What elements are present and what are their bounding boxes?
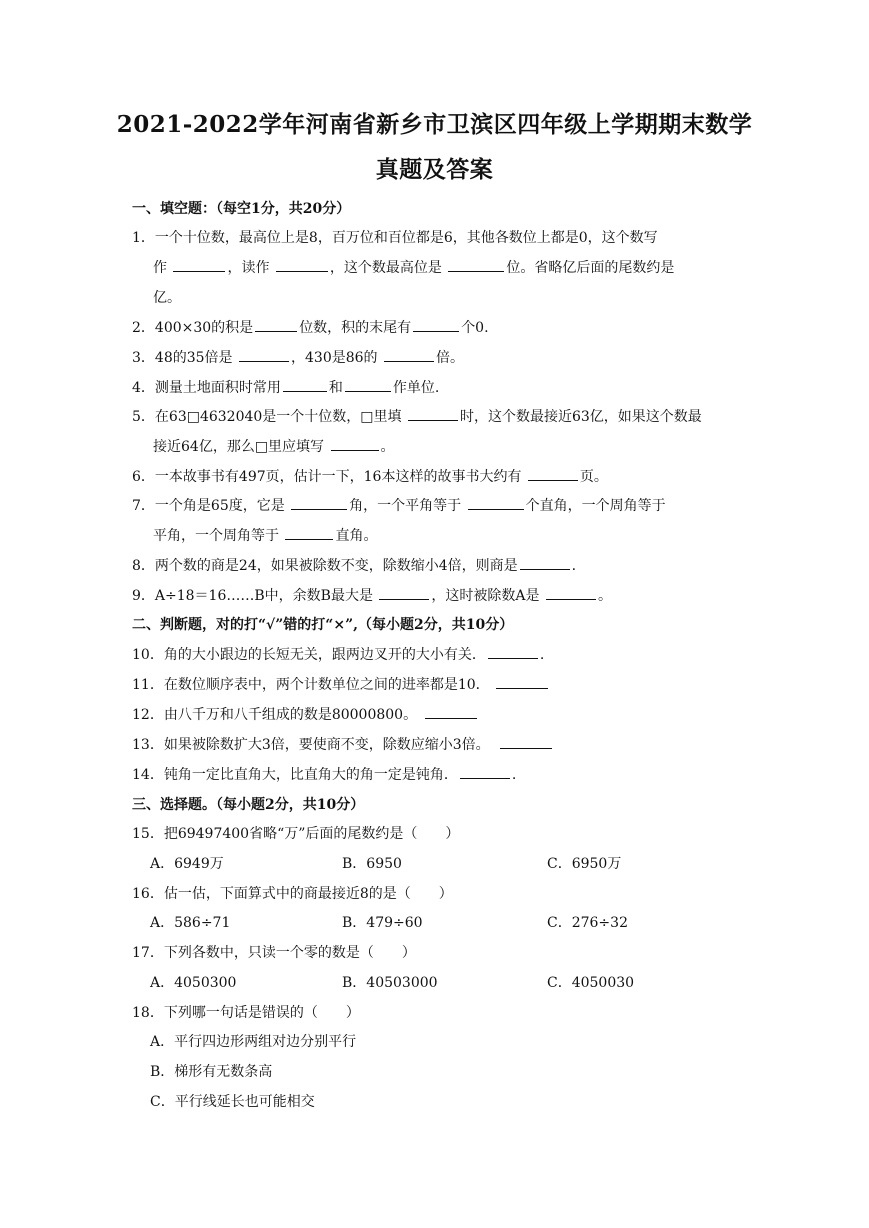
question-17-option-b[interactable]: B．40503000 bbox=[342, 975, 438, 991]
answer-blank[interactable] bbox=[173, 257, 225, 272]
question-3: 3．48的35倍是 ，430是86的 倍。 bbox=[132, 347, 464, 367]
question-18-stem: 18．下列哪一句话是错误的（ ） bbox=[132, 1005, 360, 1021]
question-16-stem: 16．估一估，下面算式中的商最接近8的是（ ） bbox=[132, 886, 453, 902]
question-5-line1: 5．在63□4632040是一个十位数，□里填 时，这个数最接近63亿，如果这个数最 bbox=[132, 406, 702, 426]
answer-blank[interactable] bbox=[448, 257, 504, 272]
answer-blank[interactable] bbox=[276, 257, 328, 272]
question-15-option-b[interactable]: B．6950 bbox=[342, 856, 402, 872]
question-16-option-c[interactable]: C．276÷32 bbox=[547, 915, 628, 931]
document-title-line1: 2021-2022学年河南省新乡市卫滨区四年级上学期期末数学 bbox=[116, 111, 753, 138]
answer-blank[interactable] bbox=[345, 377, 391, 392]
question-14: 14．钝角一定比直角大，比直角大的角一定是钝角． . bbox=[132, 764, 516, 784]
answer-blank[interactable] bbox=[425, 704, 477, 719]
question-17-option-c[interactable]: C．4050030 bbox=[547, 975, 635, 991]
question-2: 2．400×30的积是 位数，积的末尾有 个0. bbox=[132, 317, 489, 337]
question-1-line1: 1．一个十位数，最高位上是8，百万位和百位都是6，其他各数位上都是0，这个数写 bbox=[132, 230, 658, 246]
answer-blank[interactable] bbox=[546, 585, 596, 600]
question-10: 10．角的大小跟边的长短无关，跟两边叉开的大小有关． . bbox=[132, 644, 544, 664]
answer-blank[interactable] bbox=[291, 495, 347, 510]
answer-blank[interactable] bbox=[283, 377, 327, 392]
answer-blank[interactable] bbox=[331, 436, 379, 451]
answer-blank[interactable] bbox=[468, 495, 524, 510]
question-13: 13．如果被除数扩大3倍，要使商不变，除数应缩小3倍。 bbox=[132, 734, 554, 754]
answer-blank[interactable] bbox=[384, 347, 434, 362]
question-1-line2: 作 ，读作 ，这个数最高位是 位。省略亿后面的尾数约是 bbox=[153, 257, 674, 277]
answer-blank[interactable] bbox=[379, 585, 429, 600]
question-18-option-b[interactable]: B．梯形有无数条高 bbox=[150, 1064, 273, 1080]
question-6: 6．一本故事书有497页，估计一下，16本这样的故事书大约有 页。 bbox=[132, 466, 608, 486]
answer-blank[interactable] bbox=[285, 525, 333, 540]
question-18-option-a[interactable]: A．平行四边形两组对边分别平行 bbox=[150, 1034, 357, 1050]
answer-blank[interactable] bbox=[528, 466, 578, 481]
answer-blank[interactable] bbox=[239, 347, 289, 362]
answer-blank[interactable] bbox=[255, 317, 297, 332]
question-16-option-b[interactable]: B．479÷60 bbox=[342, 915, 423, 931]
answer-blank[interactable] bbox=[520, 555, 570, 570]
question-18-option-c[interactable]: C．平行线延长也可能相交 bbox=[150, 1094, 315, 1110]
question-17-option-a[interactable]: A．4050300 bbox=[150, 975, 237, 991]
section-fill-in: 一、填空题：（每空1分，共20分） bbox=[132, 201, 351, 217]
answer-blank[interactable] bbox=[500, 734, 552, 749]
question-17-stem: 17．下列各数中，只读一个零的数是（ ） bbox=[132, 945, 416, 961]
answer-blank[interactable] bbox=[488, 644, 538, 659]
answer-blank[interactable] bbox=[460, 764, 510, 779]
answer-blank[interactable] bbox=[413, 317, 459, 332]
question-15-option-a[interactable]: A．6949万 bbox=[150, 856, 224, 872]
section-multiple-choice: 三、选择题。（每小题2分，共10分） bbox=[132, 797, 365, 813]
question-4: 4．测量土地面积时常用 和 作单位. bbox=[132, 377, 439, 397]
question-1-line3: 亿。 bbox=[153, 290, 181, 306]
question-9: 9．A÷18＝16……B中，余数B最大是 ，这时被除数A是 。 bbox=[132, 585, 612, 605]
answer-blank[interactable] bbox=[496, 674, 548, 689]
question-16-option-a[interactable]: A．586÷71 bbox=[150, 915, 231, 931]
question-12: 12．由八千万和八千组成的数是80000800。 bbox=[132, 704, 479, 724]
question-15-stem: 15．把69497400省略“万”后面的尾数约是（ ） bbox=[132, 826, 460, 842]
question-11: 11．在数位顺序表中，两个计数单位之间的进率都是10． bbox=[132, 674, 550, 694]
answer-blank[interactable] bbox=[408, 406, 458, 421]
question-5-line2: 接近64亿，那么□里应填写 。 bbox=[153, 436, 395, 456]
question-15-option-c[interactable]: C．6950万 bbox=[547, 856, 622, 872]
question-7-line1: 7．一个角是65度，它是 角，一个平角等于 个直角，一个周角等于 bbox=[132, 495, 666, 515]
document-title-line2: 真题及答案 bbox=[375, 156, 494, 183]
section-true-false: 二、判断题，对的打“√”错的打“×”,（每小题2分，共10分） bbox=[132, 617, 514, 633]
question-7-line2: 平角，一个周角等于 直角。 bbox=[153, 525, 377, 545]
question-8: 8．两个数的商是24，如果被除数不变，除数缩小4倍，则商是 . bbox=[132, 555, 576, 575]
